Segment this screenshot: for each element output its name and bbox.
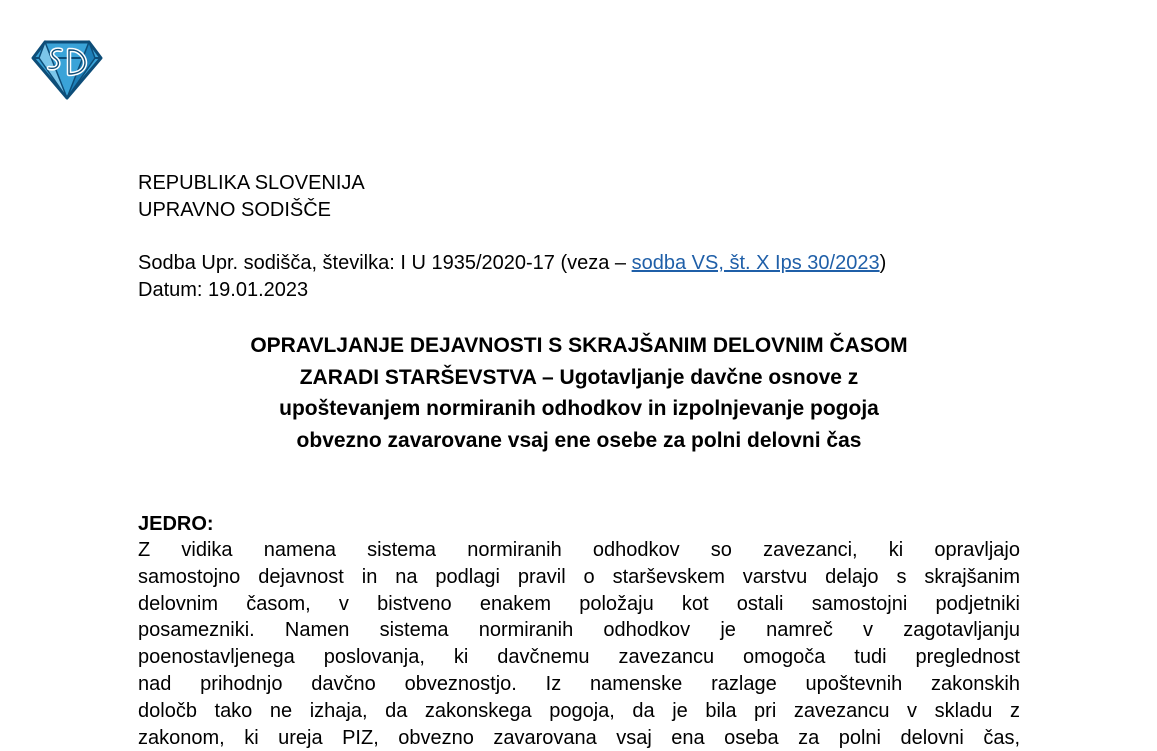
sd-diamond-logo-icon xyxy=(31,40,103,100)
paragraph-line: določb tako ne izhaja, da zakonskega pogoja, da je bila pri zavezancu v skladu z xyxy=(138,699,1020,722)
title-line: OPRAVLJANJE DEJAVNOSTI S SKRAJŠANIM DELOVNIM ČASOM xyxy=(250,334,908,357)
case-reference xyxy=(138,250,886,304)
court-name: UPRAVNO SODIŠČE xyxy=(138,199,331,221)
country-name: REPUBLIKA SLOVENIJA xyxy=(138,172,365,194)
paragraph-line: Z vidika namena sistema normiranih odhodkov so zavezanci, ki opravljajo xyxy=(138,539,1020,561)
title-line: upoštevanjem normiranih odhodkov in izpolnjevanje pogoja xyxy=(279,397,879,420)
paragraph-line: nad prihodnjo davčno obveznostjo. Iz namenske razlage upoštevnih zakonskih xyxy=(138,672,1020,695)
court-logo xyxy=(31,40,103,100)
paragraph-line: zakonom, ki ureja PIZ, obvezno zavarovana vsaj ena oseba za polni delovni čas, xyxy=(138,726,1020,749)
paragraph-line: samostojno dejavnost in na podlagi pravil o starševskem varstvu delajo s skrajšanim xyxy=(138,565,1020,588)
related-judgment-link[interactable]: sodba VS, št. X Ips 30/2023 xyxy=(631,252,880,274)
summary-paragraph xyxy=(138,537,1020,751)
paragraph-line: poenostavljenega poslovanja, ki davčnemu zavezancu omogoča tudi preglednost xyxy=(138,646,1020,669)
case-number-line xyxy=(138,250,886,277)
case-number-suffix: ) xyxy=(879,252,887,274)
decision-date: Datum: 19.01.2023 xyxy=(138,279,309,301)
court-header xyxy=(138,170,365,224)
title-line: obvezno zavarovane vsaj ene osebe za polni delovni čas xyxy=(296,428,862,452)
case-number-text: Sodba Upr. sodišča, številka: I U 1935/2020-17 (veza – xyxy=(138,252,632,274)
paragraph-line: delovnim časom, v bistveno enakem položaju kot ostali samostojni podjetniki xyxy=(138,592,1020,615)
paragraph-line: posamezniki. Namen sistema normiranih odhodkov je namreč v zagotavljanju xyxy=(138,619,1020,642)
summary-heading: JEDRO: xyxy=(138,513,214,535)
title-line: ZARADI STARŠEVSTVA – Ugotavljanje davčne osnove z xyxy=(299,365,859,389)
document-title xyxy=(120,330,1038,456)
